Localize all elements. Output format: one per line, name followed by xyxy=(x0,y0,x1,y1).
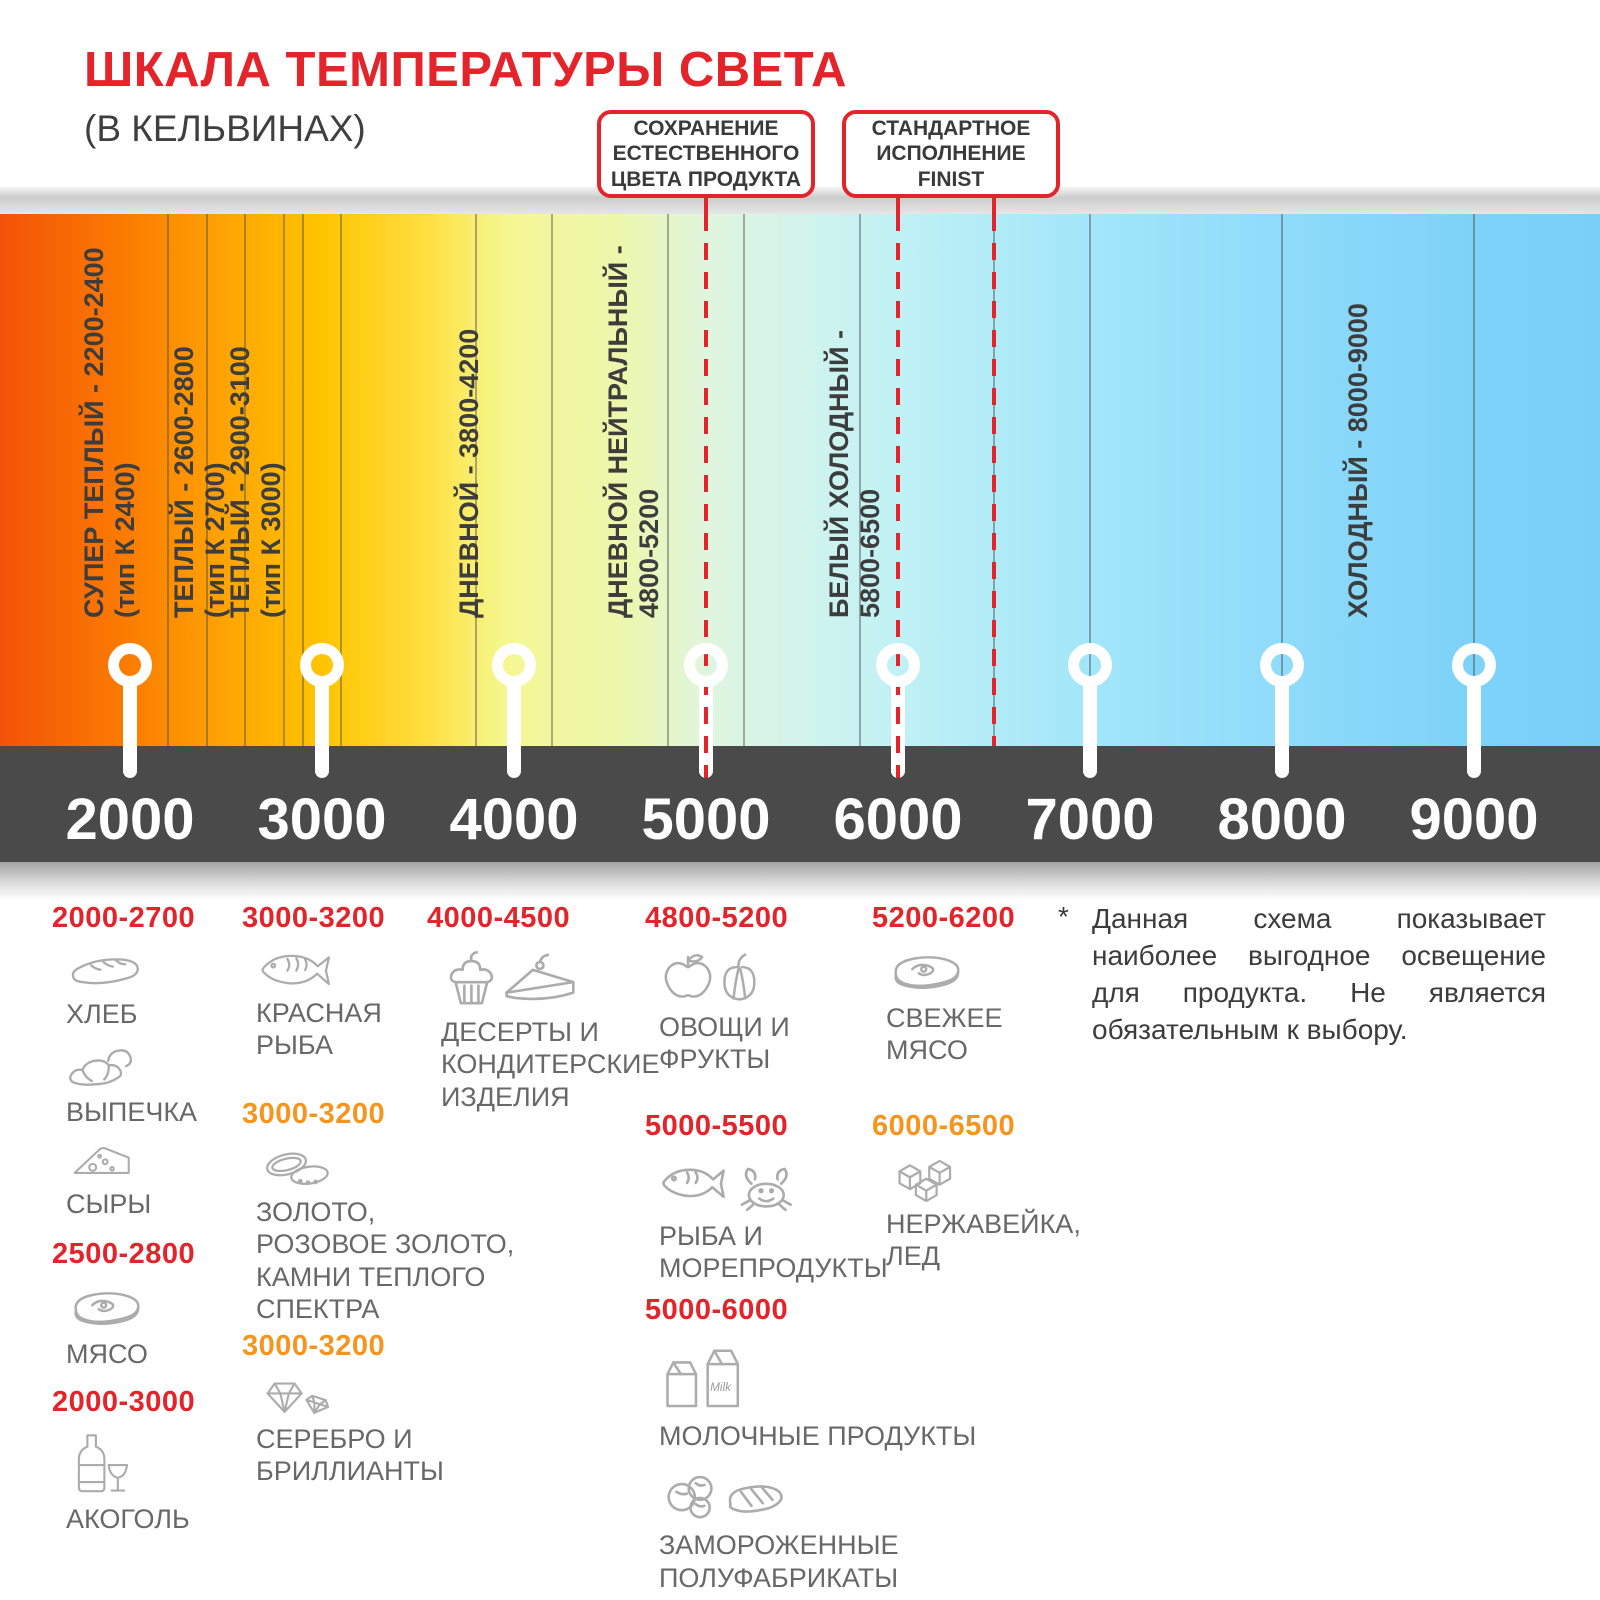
category-label xyxy=(66,1188,197,1220)
category-group xyxy=(52,1238,195,1370)
category-range: 6000-6500 xyxy=(872,1110,1016,1142)
category-item xyxy=(256,947,385,1062)
category-label xyxy=(659,1529,976,1594)
category-group xyxy=(242,1330,444,1488)
tick-pin-stem xyxy=(1083,682,1097,778)
zone-label xyxy=(79,247,141,618)
category-range: 4800-5200 xyxy=(645,902,789,934)
tick-pin-ring xyxy=(1452,643,1496,687)
category-label-line: ОВОЩИ И xyxy=(659,1012,790,1042)
zone-label-line: 5800-6500 xyxy=(855,488,886,618)
kelvin-gridline xyxy=(743,214,745,746)
callout-finist-standard xyxy=(842,110,1060,198)
category-range: 3000-3200 xyxy=(242,902,386,934)
callout-label-line: ИСПОЛНЕНИЕ xyxy=(876,142,1026,166)
category-label-line: КРАСНАЯ xyxy=(256,998,382,1028)
category-range: 2000-2700 xyxy=(52,902,196,934)
kelvin-gridline xyxy=(667,214,669,746)
alcohol-icon xyxy=(66,1431,195,1499)
category-item xyxy=(659,1464,976,1594)
category-item xyxy=(256,1143,514,1326)
tick-pin-ring xyxy=(684,643,728,687)
category-group xyxy=(645,1110,888,1285)
kelvin-gridline xyxy=(551,214,553,746)
axis-bar xyxy=(0,746,1600,862)
kelvin-dashed-line xyxy=(704,214,708,778)
category-item xyxy=(441,947,659,1113)
category-label xyxy=(66,998,197,1030)
page-title: ШКАЛА ТЕМПЕРАТУРЫ СВЕТА xyxy=(84,43,848,97)
tick-pin-ring xyxy=(108,643,152,687)
category-item xyxy=(66,1141,197,1220)
category-label-line: РОЗОВОЕ ЗОЛОТО, xyxy=(256,1229,515,1260)
category-label-line: СЫРЫ xyxy=(66,1188,152,1219)
zone-label-line: (тип К 3000) xyxy=(256,462,287,618)
tick-pin-stem xyxy=(123,682,137,778)
seafood-icon xyxy=(659,1155,888,1216)
category-group xyxy=(645,1294,976,1594)
callout-label xyxy=(611,116,801,193)
dessert-icon xyxy=(441,947,659,1012)
dairy-icon xyxy=(659,1339,976,1416)
category-label-line: РЫБА И xyxy=(659,1221,763,1251)
axis-tick-label: 6000 xyxy=(833,787,963,852)
category-label xyxy=(66,1338,195,1370)
tick-pin-stem xyxy=(1467,682,1481,778)
category-label-line: ЗАМОРОЖЕННЫЕ xyxy=(659,1530,899,1561)
svg-text:Milk: Milk xyxy=(710,1380,731,1394)
category-label xyxy=(886,1208,1081,1273)
category-range: 2000-3000 xyxy=(52,1386,196,1418)
category-label xyxy=(66,1503,195,1535)
ice-icon xyxy=(886,1155,1081,1204)
category-item xyxy=(659,947,790,1076)
zone-label-line: 4800-5200 xyxy=(634,488,665,618)
category-label xyxy=(441,1016,659,1113)
axis-tick-label: 4000 xyxy=(449,787,579,852)
category-label-line: СЕРЕБРО И xyxy=(256,1424,413,1454)
axis-tick-label: 7000 xyxy=(1025,787,1155,852)
zone-label-line: БЕЛЫЙ ХОЛОДНЫЙ - xyxy=(824,330,855,618)
bread-icon xyxy=(66,947,197,994)
category-label-line: КОНДИТЕРСКИЕ xyxy=(441,1049,660,1080)
callout-pointer-line xyxy=(992,198,996,218)
axis-tick-label: 8000 xyxy=(1217,787,1347,852)
category-label xyxy=(256,1196,514,1326)
axis-bar-shadow xyxy=(0,862,1600,900)
category-group xyxy=(872,1110,1081,1273)
zone-label xyxy=(603,245,665,618)
fish-icon xyxy=(256,947,385,993)
zone-label-line: (тип К 2400) xyxy=(110,462,141,618)
category-range: 4000-4500 xyxy=(427,902,571,934)
category-label-line: МОРЕПРОДУКТЫ xyxy=(659,1253,888,1284)
tick-pin-stem xyxy=(507,682,521,778)
zone-label-line: ХОЛОДНЫЙ - 8000-9000 xyxy=(1343,303,1374,618)
tick-pin-ring xyxy=(1260,643,1304,687)
category-group xyxy=(242,902,385,1062)
callout-label-line: FINIST xyxy=(917,167,985,191)
zone-label-line: ДНЕВНОЙ НЕЙТРАЛЬНЫЙ - xyxy=(603,245,634,618)
callout-label-line: СТАНДАРТНОЕ xyxy=(871,116,1031,140)
axis-tick-label: 9000 xyxy=(1409,787,1539,852)
footnote xyxy=(1058,901,1546,1049)
category-label xyxy=(659,1420,976,1452)
category-item xyxy=(659,1155,888,1285)
category-label xyxy=(659,1220,888,1285)
category-label-line: ХЛЕБ xyxy=(66,999,138,1029)
category-label-line: АКОГОЛЬ xyxy=(66,1504,190,1534)
category-group xyxy=(52,902,197,1220)
category-label-line: ВЫПЕЧКА xyxy=(66,1097,198,1128)
category-group xyxy=(427,902,659,1113)
callout-pointer-line xyxy=(704,198,708,218)
category-item xyxy=(66,947,197,1030)
category-range: 5000-5500 xyxy=(645,1110,789,1142)
kelvin-dashed-line xyxy=(992,214,996,746)
zone-label-line: ТЕПЛЫЙ - 2900-3100 xyxy=(225,346,256,618)
category-label-line: СВЕЖЕЕ xyxy=(886,1003,1003,1033)
category-group xyxy=(52,1386,195,1535)
category-label-line: НЕРЖАВЕЙКА, xyxy=(886,1209,1081,1239)
category-label-line: ДЕСЕРТЫ И xyxy=(441,1017,599,1047)
category-label-line: СПЕКТРА xyxy=(256,1294,380,1325)
callout-pointer-line xyxy=(896,198,900,218)
callout-label-line: ЦВЕТА ПРОДУКТА xyxy=(610,167,802,191)
tick-pin-ring xyxy=(300,643,344,687)
tick-pin-ring xyxy=(492,643,536,687)
category-label-line: ЗОЛОТО, xyxy=(256,1197,376,1227)
category-item xyxy=(659,1339,976,1452)
category-label xyxy=(659,1011,790,1076)
category-item xyxy=(886,947,1015,1067)
category-item xyxy=(66,1283,195,1370)
tick-pin-ring xyxy=(1068,643,1112,687)
category-item xyxy=(66,1431,195,1535)
zone-label-line: ТЕПЛЫЙ - 2600-2800 xyxy=(169,346,200,618)
category-label-line: ФРУКТЫ xyxy=(659,1044,771,1075)
zone-label xyxy=(1343,303,1374,618)
category-label-line: ПОЛУФАБРИКАТЫ xyxy=(659,1562,899,1593)
category-range: 5200-6200 xyxy=(872,902,1016,934)
kelvin-dashed-line xyxy=(896,214,900,778)
category-label-line: ЛЕД xyxy=(886,1241,941,1272)
category-label xyxy=(256,1423,444,1488)
category-label-line: МЯСО xyxy=(66,1339,148,1369)
category-label xyxy=(886,1002,1015,1067)
category-label-line: КАМНИ ТЕПЛОГО xyxy=(256,1261,486,1292)
footnote-text: Данная схема показывает наиболее выгодное освещение для продукта. Не является обязательным к выбору. xyxy=(1092,903,1546,1045)
meat-icon xyxy=(886,947,1015,998)
tick-pin-stem xyxy=(1275,682,1289,778)
category-group xyxy=(872,902,1015,1067)
callout-label xyxy=(872,116,1031,193)
category-label-line: ИЗДЕЛИЯ xyxy=(441,1081,570,1112)
zone-label xyxy=(169,346,231,618)
tick-pin-ring xyxy=(876,643,920,687)
category-range: 3000-3200 xyxy=(242,1330,386,1362)
tick-pin-stem xyxy=(315,682,329,778)
zone-label xyxy=(454,329,485,618)
produce-icon xyxy=(659,947,790,1007)
axis-tick-label: 5000 xyxy=(641,787,771,852)
category-range: 5000-6000 xyxy=(645,1294,789,1326)
croissant-icon xyxy=(66,1042,197,1092)
zone-label xyxy=(824,330,886,618)
category-item xyxy=(886,1155,1081,1273)
zone-label-line: ДНЕВНОЙ - 3800-4200 xyxy=(454,328,485,618)
meat-icon xyxy=(66,1283,195,1334)
callout-natural-color xyxy=(597,110,815,198)
category-group xyxy=(242,1098,514,1326)
category-label-line: БРИЛЛИАНТЫ xyxy=(256,1456,444,1487)
page-subtitle: (В КЕЛЬВИНАХ) xyxy=(84,108,366,149)
axis-tick-label: 3000 xyxy=(257,787,387,852)
callout-label-line: ЕСТЕСТВЕННОГО xyxy=(612,142,800,166)
category-item xyxy=(256,1375,444,1488)
frozen-icon xyxy=(659,1464,976,1525)
footnote-asterisk: * xyxy=(1058,901,1069,932)
category-range: 2500-2800 xyxy=(52,1238,196,1270)
category-label-line: МОЛОЧНЫЕ ПРОДУКТЫ xyxy=(659,1421,977,1451)
rings-icon xyxy=(256,1143,514,1192)
category-label-line: РЫБА xyxy=(256,1030,334,1061)
category-label xyxy=(256,997,385,1062)
diamond-icon xyxy=(256,1375,444,1419)
axis-tick-label: 2000 xyxy=(65,787,195,852)
category-range: 3000-3200 xyxy=(242,1098,386,1130)
zone-label xyxy=(225,346,287,618)
category-label-line: МЯСО xyxy=(886,1035,968,1066)
category-label xyxy=(66,1096,197,1128)
category-group xyxy=(645,902,790,1076)
category-item xyxy=(66,1042,197,1128)
callout-label-line: СОХРАНЕНИЕ xyxy=(633,116,779,140)
cheese-icon xyxy=(66,1141,197,1184)
zone-label-line: (тип К 2700) xyxy=(200,462,231,618)
zone-label-line: СУПЕР ТЕПЛЫЙ - 2200-2400 xyxy=(79,247,110,618)
